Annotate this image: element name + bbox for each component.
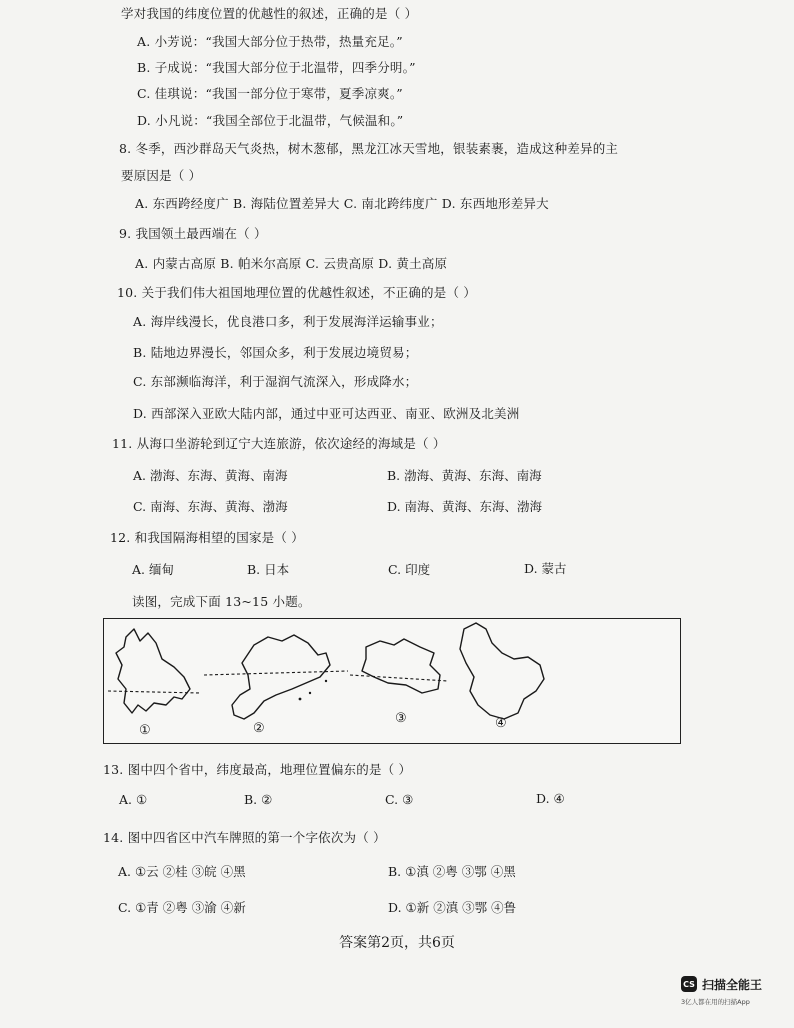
- province-3-outline: [362, 639, 440, 693]
- island-dot: [299, 698, 302, 701]
- q11-option-c: C. 南海、东海、黄海、渤海: [133, 499, 288, 514]
- latitude-line-2: [204, 671, 348, 675]
- q12-option-a: A. 缅甸: [132, 562, 174, 577]
- latitude-line-3: [350, 675, 448, 681]
- q14-option-c: C. ①青 ②粤 ③渝 ④新: [118, 900, 246, 915]
- province-1-outline: [116, 629, 190, 713]
- map-marker-3: ③: [395, 711, 407, 726]
- province-4-outline: [460, 623, 544, 719]
- island-dot: [325, 680, 327, 682]
- q7-option-d: D. 小凡说：“我国全部位于北温带，气候温和。”: [137, 113, 404, 128]
- map-marker-4: ④: [495, 716, 507, 731]
- q11-stem: 11. 从海口坐游轮到辽宁大连旅游，依次途经的海域是（ ）: [112, 436, 446, 451]
- q10-option-c: C. 东部濒临海洋，利于湿润气流深入，形成降水；: [133, 374, 418, 389]
- page-footer: 答案第2页，共6页: [339, 935, 455, 951]
- latitude-line-1: [108, 691, 200, 693]
- q12-option-d: D. 蒙古: [524, 561, 567, 576]
- q12-option-c: C. 印度: [388, 562, 431, 577]
- q11-option-d: D. 南海、黄海、东海、渤海: [387, 499, 543, 514]
- q9-options: A. 内蒙古高原 B. 帕米尔高原 C. 云贵高原 D. 黄土高原: [135, 256, 448, 271]
- camscanner-title: 扫描全能王: [702, 978, 763, 992]
- q14-stem: 14. 图中四省区中汽车牌照的第一个字依次为（ ）: [103, 830, 386, 845]
- read-map-instruction: 读图，完成下面 13~15 小题。: [132, 594, 311, 609]
- q13-option-b: B. ②: [244, 792, 273, 807]
- q8-stem-line2: 要原因是（ ）: [121, 168, 202, 183]
- q13-option-d: D. ④: [536, 791, 565, 806]
- province-2-outline: [232, 635, 330, 719]
- q8-stem-line1: 8. 冬季，西沙群岛天气炎热，树木葱郁，黑龙江冰天雪地，银装素裹，造成这种差异的主: [119, 141, 619, 156]
- q13-option-c: C. ③: [385, 792, 414, 807]
- q7-option-c: C. 佳琪说：“我国一部分位于寒带，夏季凉爽。”: [137, 86, 403, 101]
- map-marker-1: ①: [139, 723, 151, 738]
- q10-option-a: A. 海岸线漫长，优良港口多，利于发展海洋运输事业；: [133, 314, 443, 329]
- q14-option-a: A. ①云 ②桂 ③皖 ④黑: [118, 864, 246, 879]
- q11-option-a: A. 渤海、东海、黄海、南海: [133, 468, 288, 483]
- q7-stem: 学对我国的纬度位置的优越性的叙述，正确的是（ ）: [121, 6, 418, 21]
- q14-option-d: D. ①新 ②滇 ③鄂 ④鲁: [388, 900, 517, 915]
- province-maps-figure: [103, 618, 681, 744]
- q7-option-a: A. 小芳说：“我国大部分位于热带，热量充足。”: [137, 34, 403, 49]
- q12-stem: 12. 和我国隔海相望的国家是（ ）: [110, 530, 304, 545]
- q10-option-b: B. 陆地边界漫长，邻国众多，利于发展边境贸易；: [133, 345, 418, 360]
- map-marker-2: ②: [253, 721, 265, 736]
- q11-option-b: B. 渤海、黄海、东海、南海: [387, 468, 542, 483]
- province-outlines: [104, 619, 680, 743]
- q13-option-a: A. ①: [119, 792, 148, 807]
- q10-option-d: D. 西部深入亚欧大陆内部，通过中亚可达西亚、南亚、欧洲及北美洲: [133, 406, 520, 421]
- camscanner-subtitle: 3亿人都在用的扫描App: [681, 998, 750, 1006]
- q8-options: A. 东西跨经度广 B. 海陆位置差异大 C. 南北跨纬度广 D. 东西地形差异大: [135, 196, 549, 211]
- q7-option-b: B. 子成说：“我国大部分位于北温带，四季分明。”: [137, 60, 416, 75]
- island-dot: [309, 692, 311, 694]
- q13-stem: 13. 图中四个省中，纬度最高，地理位置偏东的是（ ）: [103, 762, 412, 777]
- q12-option-b: B. 日本: [247, 562, 290, 577]
- q9-stem: 9. 我国领土最西端在（ ）: [119, 226, 267, 241]
- q10-stem: 10. 关于我们伟大祖国地理位置的优越性叙述，不正确的是（ ）: [117, 285, 477, 300]
- q14-option-b: B. ①滇 ②粤 ③鄂 ④黑: [388, 864, 516, 879]
- camscanner-logo-icon: CS: [681, 976, 697, 992]
